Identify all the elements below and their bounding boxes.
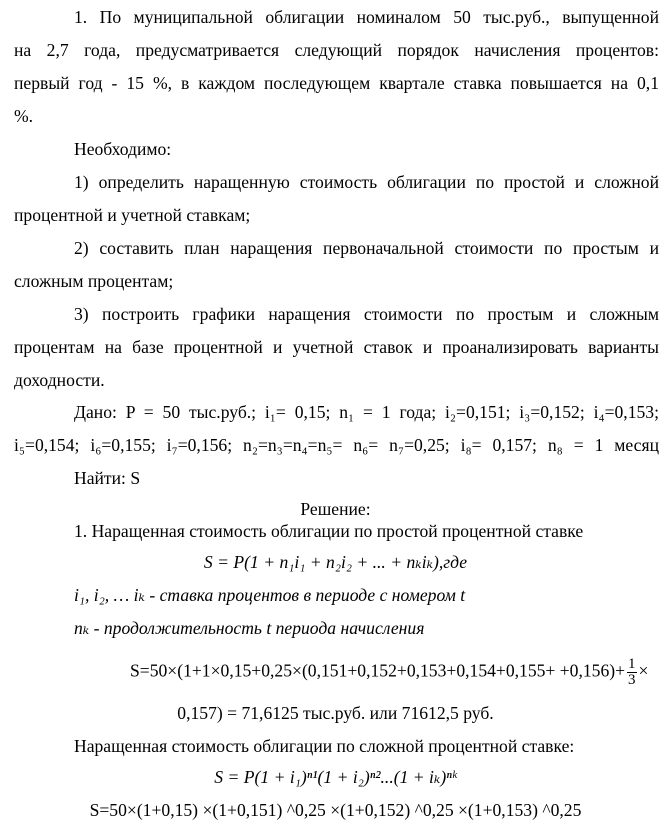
calculation-simple — [130, 657, 648, 688]
solution-step-title: Наращенная стоимость облигации по сложной процентной ставке: — [74, 736, 575, 756]
definition-i: i₁, i₂, … iₖ - ставка процентов в периоде с номером t — [74, 585, 466, 605]
formula-simple-interest: S = P(1 + n₁i₁ + n₂i₂ + ... + nₖiₖ),где — [203, 552, 468, 572]
problem-line: 1. По муниципальной облигации номиналом 50 тыс.руб., выпущенной — [74, 7, 659, 27]
fraction-one-third — [627, 657, 637, 688]
fraction-denominator: 3 — [628, 672, 636, 688]
problem-line: %. — [14, 106, 34, 126]
task-line: 2) составить план наращения первоначальной стоимости по простым и — [74, 238, 659, 258]
task-line: сложным процентам; — [14, 271, 174, 291]
given-line: Дано: P = 50 тыс.руб.; i₁= 0,15; n₁ = 1 года; i₂=0,151; i₃=0,152; i₄=0,153; — [74, 402, 659, 422]
needed-heading: Необходимо: — [74, 139, 172, 159]
task-line: процентной и учетной ставкам; — [14, 205, 251, 225]
solution-step-title: 1. Наращенная стоимость облигации по простой процентной ставке — [74, 521, 584, 541]
fraction-numerator: 1 — [628, 656, 636, 672]
task-line: процентам на базе процентной и учетной ставок и проанализировать варианты — [14, 337, 659, 357]
calculation-result: 0,157) = 71,6125 тыс.руб. или 71612,5 руб. — [177, 703, 494, 723]
calculation-multiply: × — [638, 660, 649, 681]
task-line: доходности. — [14, 370, 105, 390]
given-line: i₅=0,154; i₆=0,155; i₇=0,156; n₂=n₃=n₄=n₅= n₆= n₇=0,25; i₈= 0,157; n₈ = 1 месяц — [14, 435, 659, 455]
formula-compound-interest: S = P(1 + i₁)ⁿ¹(1 + i₂)ⁿ²...(1 + iₖ)ⁿᵏ — [214, 767, 457, 787]
problem-line: первый год - 15 %, в каждом последующем квартале ставка повышается на 0,1 — [14, 73, 659, 93]
task-line: 3) построить графики наращения стоимости по простым и сложным — [74, 304, 659, 324]
find-line: Найти: S — [74, 468, 141, 488]
task-line: 1) определить наращенную стоимость облигации по простой и сложной — [74, 172, 659, 192]
calculation-compound: S=50×(1+0,15) ×(1+0,151) ^0,25 ×(1+0,152) ^0,25 ×(1+0,153) ^0,25 — [89, 800, 582, 820]
definition-n: nₖ - продолжительность t периода начисления — [74, 618, 425, 638]
calculation-text: S=50×(1+1×0,15+0,25×(0,151+0,152+0,153+0,154+0,155+ +0,156)+ — [130, 660, 626, 681]
problem-line: на 2,7 года, предусматривается следующий порядок начисления процентов: — [14, 40, 659, 60]
solution-heading: Решение: — [300, 499, 371, 519]
